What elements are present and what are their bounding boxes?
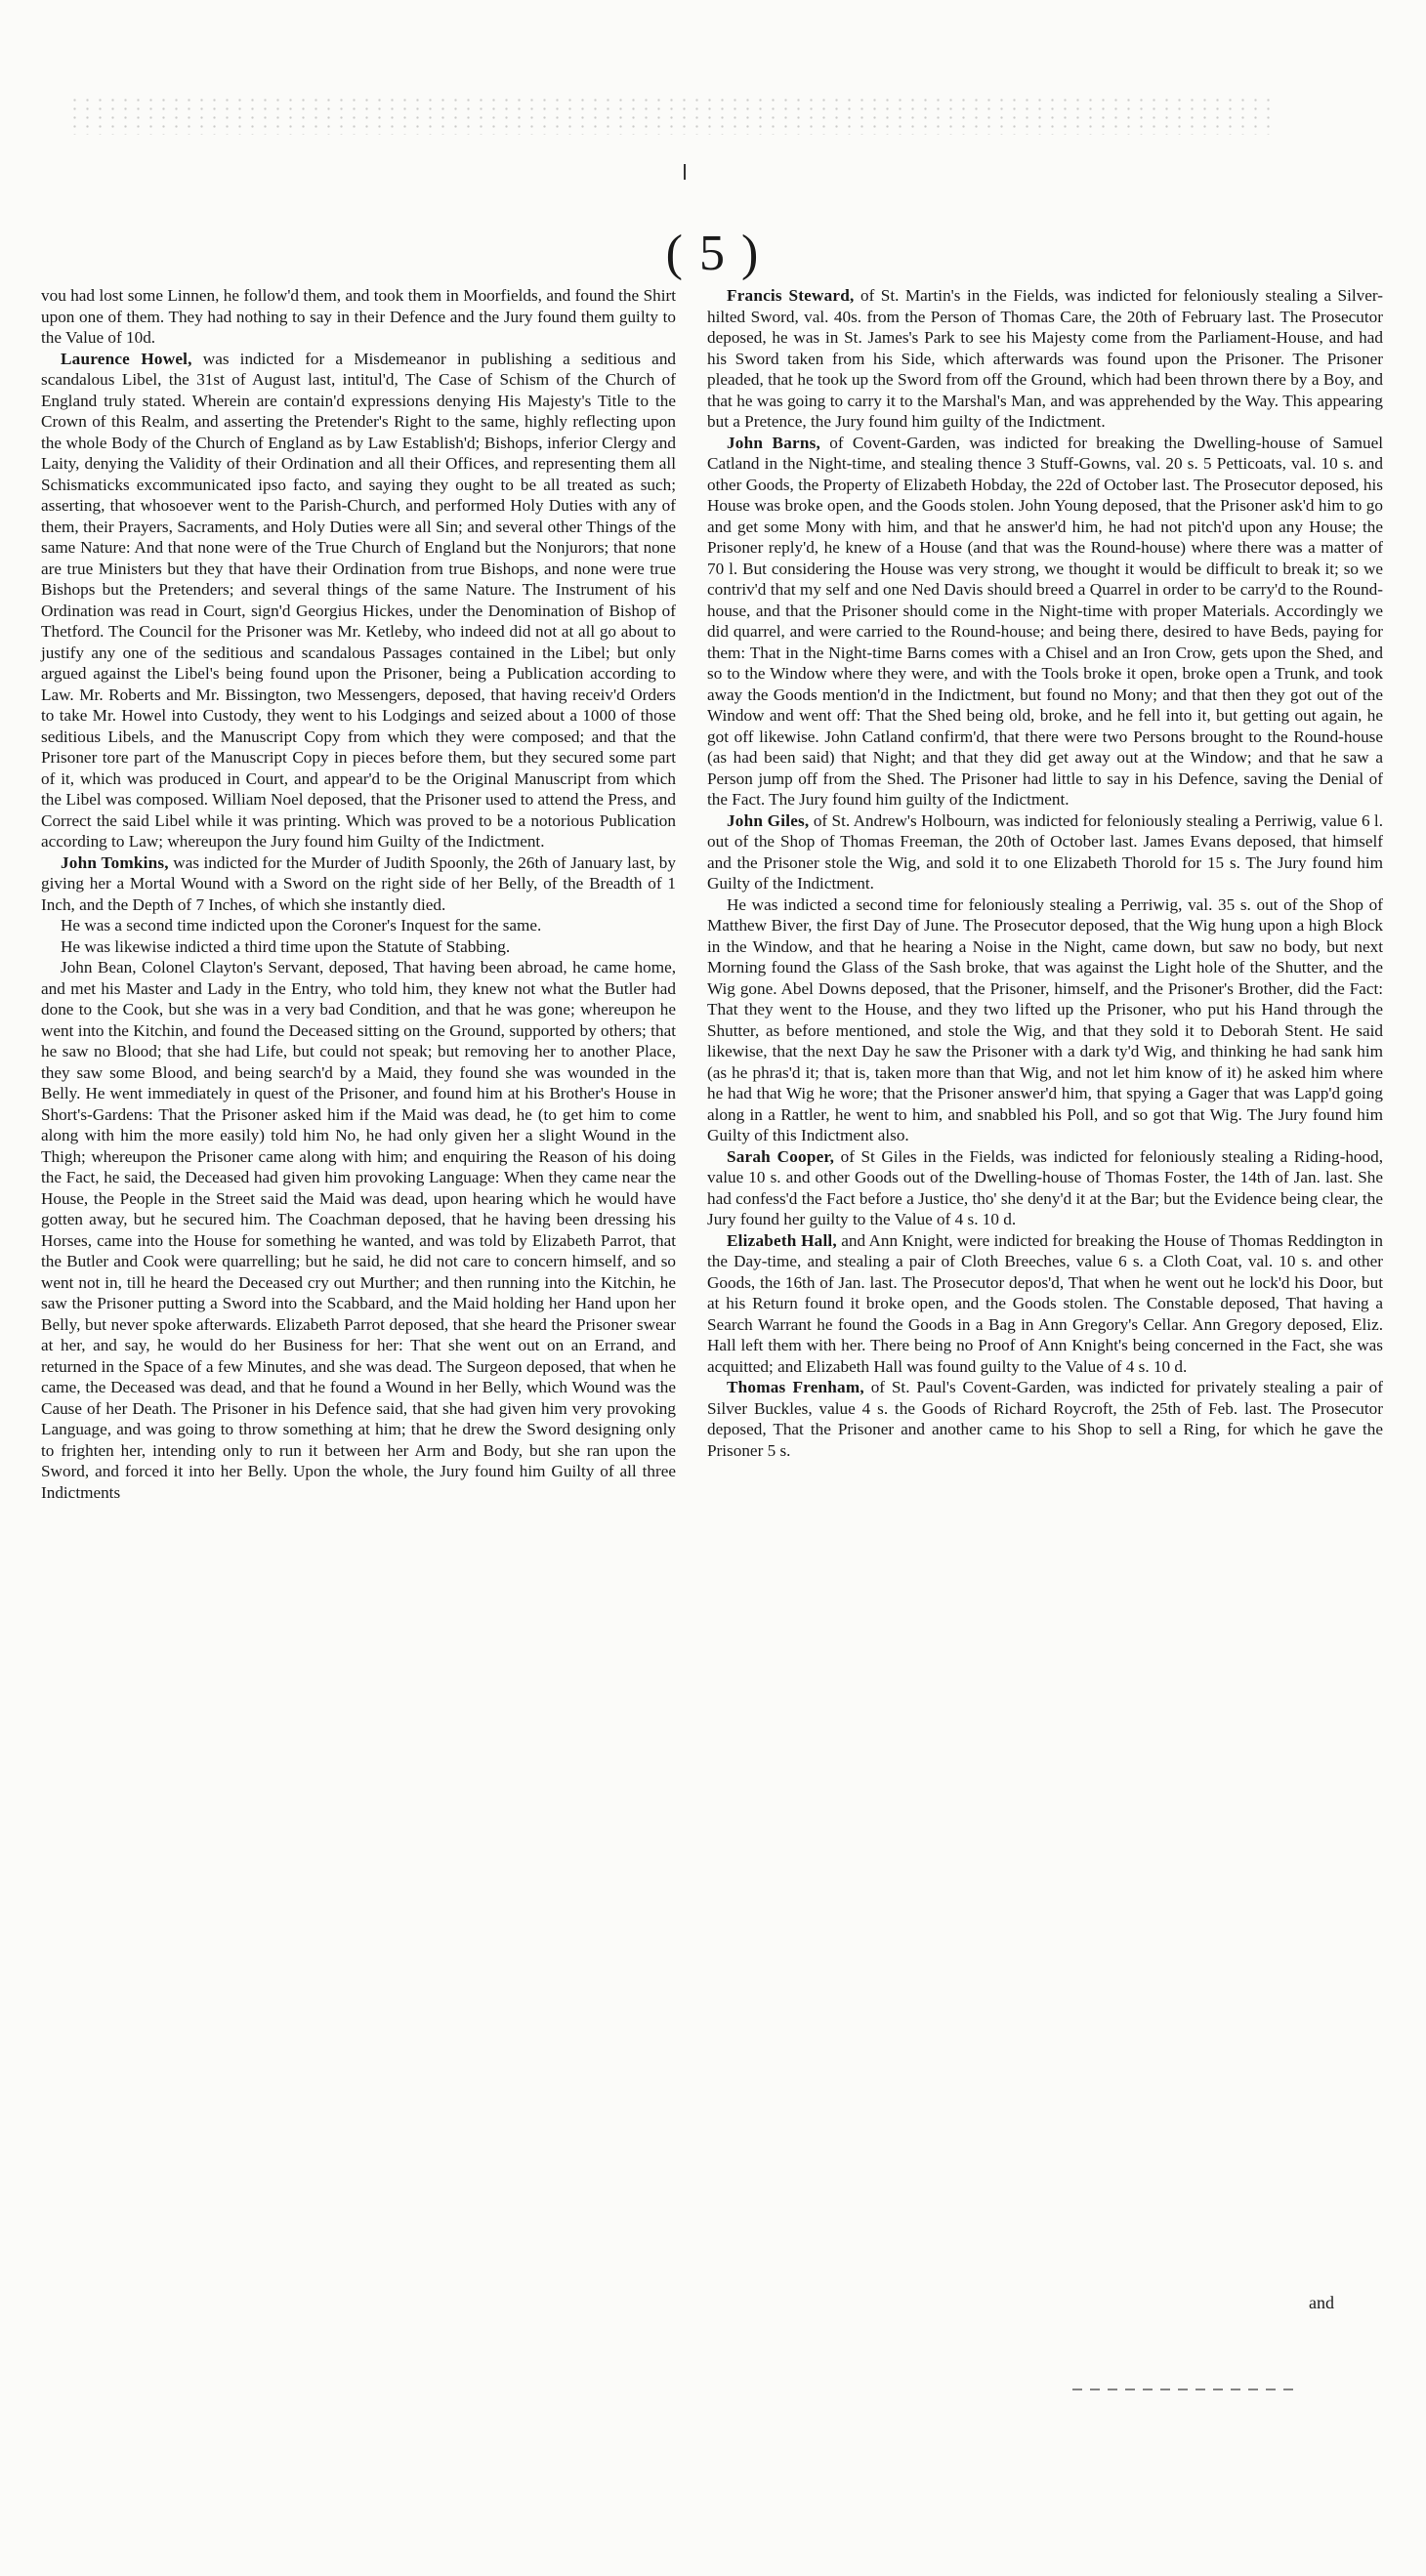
bottom-rule xyxy=(1072,2389,1297,2390)
left-column xyxy=(41,285,676,1503)
article-paragraph xyxy=(707,1377,1383,1461)
print-speckle-strip xyxy=(68,96,1279,135)
right-column xyxy=(707,285,1383,1461)
article-paragraph xyxy=(41,936,676,958)
defendant-name: John Barns, xyxy=(727,433,820,452)
paragraph-text: of St. Paul's Covent-Garden, was indicted for privately stealing a pair of Silver Buckles, value 4 s. the Goods of Richard Roycroft, the 25th of Feb. last. The Prosecutor deposed, That the Prisoner and another came to his Shop to sell a Ring, for which he gave the Prisoner 5 s. xyxy=(707,1378,1383,1460)
defendant-name: John Tomkins, xyxy=(61,852,169,872)
article-paragraph xyxy=(41,285,676,349)
defendant-name: Francis Steward, xyxy=(727,286,855,305)
article-paragraph xyxy=(707,433,1383,810)
paragraph-text: of St. Andrew's Holbourn, was indicted for feloniously stealing a Perriwig, value 6 l. out of the Shop of Thomas Freeman, the 20th of October last. James Evans deposed, that himself and the Prisoner stole the Wig, and sold it to one Elizabeth Thorold for 15 s. The Jury found him Guilty of the Indictment. xyxy=(707,810,1383,893)
paragraph-text: of Covent-Garden, was indicted for breaking the Dwelling-house of Samuel Catland in the Night-time, and stealing thence 3 Stuff-Gowns, val. 20 s. 5 Petticoats, val. 10 s. and other Goods, the Property of Elizabeth Hobday, the 22d of October last. The Prosecutor deposed, his House was broke open, and the Goods stolen. John Young deposed, that the Prisoner ask'd him to go and get some Mony with him, and that he answer'd him, he had not pitch'd upon any House; the Prisoner reply'd, he knew of a House (and that was the Round-house) where there was a matter of 70 l. But considering the House was very strong, we thought it would be difficult to break it; so we contriv'd that my self and one Ned Davis should breed a Quarrel in order to be carry'd to the Round-house, and that the Prisoner should come in the Night-time with proper Materials. Accordingly we did quarrel, and were carried to the Round-house; and being there, desired to have Beds, paying for them: That in the Night-time Barns comes with a Chisel and an Iron Crow, gets upon the Shed, and so to the Window where they were, and with the Tools broke it open, broke open a Trunk, and took away the Goods mention'd in the Indictment, but found no Mony; and that then they got out of the Window and went off: That the Shed being old, broke, and he fell into it, but getting out again, he got off likewise. John Catland confirm'd, that there were two Persons brought to the Round-house (as had been said) that Night; and that they did get away out at the Window; and that he saw a Person jump off from the Shed. The Prisoner had little to say in his Defence, saving the Denial of the Fact. The Jury found him guilty of the Indictment. xyxy=(707,433,1383,809)
paragraph-text: of St. Martin's in the Fields, was indicted for feloniously stealing a Silver-hilted Sword, val. 40s. from the Person of Thomas Care, the 20th of February last. The Prosecutor deposed, he was in St. James's Park to see his Majesty come from the Parliament-House, and had his Sword taken from his Side, which afterwards was found upon the Prisoner. The Prisoner pleaded, that he took up the Sword from off the Ground, which had been thrown there by a Boy, and that he was going to carry it to the Marshal's Man, and was apprehended by the Way. This appearing but a Pretence, the Jury found him guilty of the Indictment. xyxy=(707,286,1383,431)
defendant-name: John Giles, xyxy=(727,810,810,830)
defendant-name: Thomas Frenham, xyxy=(727,1378,864,1396)
article-paragraph xyxy=(707,1230,1383,1378)
article-paragraph xyxy=(41,957,676,1503)
article-paragraph xyxy=(707,285,1383,433)
article-paragraph xyxy=(41,349,676,852)
defendant-name: Sarah Cooper, xyxy=(727,1146,835,1166)
page-number: ( 5 ) xyxy=(665,226,761,281)
print-mark xyxy=(684,164,686,180)
paragraph-text: John Bean, Colonel Clayton's Servant, deposed, That having been abroad, he came home, and met his Master and Lady in the Entry, who told him, they knew not what the Butler had done to the Cook, but she was in a very bad Condition, and that he was gone; whereupon he went into the Kitchin, and found the Deceased sitting on the Ground, supported by others; that he saw no Blood; that she had Life, but could not speak; but removing her to another Place, they saw some Blood, and being search'd by a Maid, they found she was wounded in the Belly. He went immediately in quest of the Prisoner, and found him at his Brother's House in Short's-Gardens: That the Prisoner asked him if the Maid was dead, he (to get him to come along with him the more easily) told him No, he had only given her a slight Wound in the Thigh; whereupon the Prisoner came along with him; and enquiring the Reason of his doing the Fact, he said, the Deceased had given him provoking Language: When they came near the House, the People in the Street said the Maid was dead, upon hearing which he would have gotten away, but he secured him. The Coachman deposed, that he having been dressing his Horses, came into the House for something he wanted, and was told by Elizabeth Parrot, that the Butler and Cook were quarrelling; but he said, he did not care to concern himself, and so went not in, till he heard the Deceased cry out Murther; and then running into the Kitchin, he saw the Prisoner putting a Sword into the Scabbard, and the Maid holding her Hand upon her Belly, but never spoke afterwards. Elizabeth Parrot deposed, that she heard the Prisoner swear at her, and say, he would do her Business for her: That she went out on an Errand, and returned in the Space of a few Minutes, and she was dead. The Surgeon deposed, that when he came, the Deceased was dead, and that he found a Wound in her Belly, which Wound was the Cause of her Death. The Prisoner in his Defence said, that she had given him very provoking Language, and was going to throw something at him; that he drew the Sword designing only to frighten her, intending only to run it between her Arm and Body, but she ran upon the Sword, and forced it into her Belly. Upon the whole, the Jury found him Guilty of all three Indictments xyxy=(41,958,676,1502)
defendant-name: Elizabeth Hall, xyxy=(727,1230,837,1250)
paragraph-text: He was a second time indicted upon the Coroner's Inquest for the same. xyxy=(61,916,542,935)
paragraph-text: of St Giles in the Fields, was indicted for feloniously stealing a Riding-hood, value 10 s. and other Goods out of the Dwelling-house of Thomas Foster, the 14th of Jan. last. She had confess'd the Fact before a Justice, tho' she deny'd it at the Bar; but the Evidence being clear, the Jury found her guilty to the Value of 4 s. 10 d. xyxy=(707,1146,1383,1228)
paragraph-text: and Ann Knight, were indicted for breaking the House of Thomas Reddington in the Day-time, and stealing a pair of Cloth Breeches, value 6 s. a Cloth Coat, val. 10 s. and other Goods, the 16th of Jan. last. The Prosecutor depos'd, That when he went out he lock'd his Door, but at his Return found it broke open, and the Goods stolen. The Constable deposed, That having a Search Warrant he found the Goods in a Bag in Ann Gregory's Cellar. Ann Gregory deposed, Eliz. Hall left them with her. There being no Proof of Ann Knight's being concerned in the Fact, she was acquitted; and Elizabeth Hall was found guilty to the Value of 4 s. 10 d. xyxy=(707,1230,1383,1376)
article-paragraph xyxy=(707,810,1383,894)
article-paragraph xyxy=(41,915,676,936)
paragraph-text: was indicted for a Misdemeanor in publishing a seditious and scandalous Libel, the 31st of August last, intitul'd, The Case of Schism of the Church of England truly stated. Wherein are contain'd expressions denying His Majesty's Title to the Crown of this Realm, and asserting the Pretender's Right to the same, highly reflecting upon the whole Body of the Church of England as by Law Establish'd; Bishops, inferior Clergy and Laity, denying the Validity of their Ordination and all their Offices, and representing them all Schismaticks excommunicated ipso facto, and saying they ought to be all treated as such; asserting, that whosoever went to the Parish-Church, and performed Holy Duties with any of them, their Prayers, Sacraments, and Holy Duties were all Sin; and several other Things of the same Nature: And that none were of the True Church of England but the Nonjurors; that none are true Ministers but they that have their Ordination from true Bishops, and none were true Bishops but the Pretenders; and several things of the same Nature. The Instrument of his Ordination was read in Court, sign'd Georgius Hickes, under the Denomination of Bishop of Thetford. The Council for the Prisoner was Mr. Ketleby, who indeed did not at all go about to justify any one of the seditious and scandalous Passages contained in the Libel; but only argued against the Libel's being found upon the Prisoner, being a Publication according to Law. Mr. Roberts and Mr. Bissington, two Messengers, deposed, that having receiv'd Orders to take Mr. Howel into Custody, they went to his Lodgings and seized about a 1000 of those seditious Libels, and the Manuscript Copy from which they were composed; and that the Prisoner tore part of the Manuscript Copy in pieces before them, but they secured some part of it, which was produced in Court, and appear'd to be the Original Manuscript from which the Libel was composed. William Noel deposed, that the Prisoner used to attend the Press, and Correct the said Libel while it was printing. Which was proved to be a notorious Publication according to Law; whereupon the Jury found him Guilty of the Indictment. xyxy=(41,349,677,851)
defendant-name: Laurence Howel, xyxy=(61,349,192,368)
article-paragraph xyxy=(707,894,1383,1146)
article-paragraph xyxy=(41,852,676,916)
catchword: and xyxy=(1309,2293,1334,2312)
paragraph-text: vou had lost some Linnen, he follow'd them, and took them in Moorfields, and found the Shirt upon one of them. They had nothing to say in their Defence and the Jury found them guilty to the Value of 10d. xyxy=(41,286,676,347)
paragraph-text: He was indicted a second time for feloniously stealing a Perriwig, val. 35 s. out of the Shop of Matthew Biver, the first Day of June. The Prosecutor deposed, that the Wig hung upon a high Block in the Window, and that he hearing a Noise in the Night, came down, but saw no body, but next Morning found the Glass of the Sash broke, that was against the Light hole of the Shutter, and the Wig gone. Abel Downs deposed, that the Prisoner, himself, and the Prisoner's Brother, did the Fact: That they went to the House, and they two lifted up the Prisoner, who put his Hand through the Shutter, as before mentioned, and stole the Wig, and that they sold it to Deborah Stent. He said likewise, that the next Day he saw the Prisoner with a dark ty'd Wig, and thinking he had sank him (as he phras'd it; that is, taken more than that Wig, and not let him know of it) he asked him where he had that Wig he wore; that the Prisoner answer'd him, that spying a Gager that was Lapp'd going along in a Rattler, he went to him, and snabbled his Poll, and so got that Wig. The Jury found him Guilty of this Indictment also. xyxy=(707,894,1383,1144)
paragraph-text: was indicted for the Murder of Judith Spoonly, the 26th of January last, by giving her a Mortal Wound with a Sword on the right side of her Belly, of the Breadth of 1 Inch, and the Depth of 7 Inches, of which she instantly died. xyxy=(41,852,676,914)
paragraph-text: He was likewise indicted a third time upon the Statute of Stabbing. xyxy=(61,936,511,956)
article-paragraph xyxy=(707,1146,1383,1230)
